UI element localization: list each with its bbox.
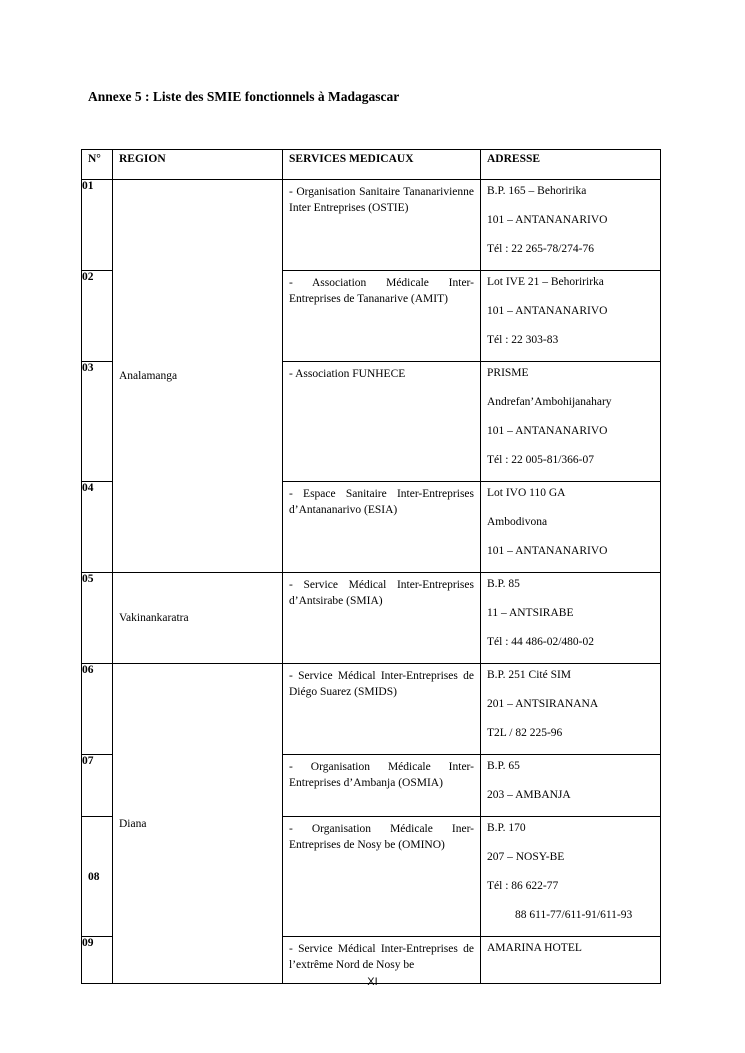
address-line: Tél : 22 303-83 xyxy=(487,334,559,346)
address-line: B.P. 165 – Behoririka xyxy=(487,185,587,197)
address-line: T2L / 82 225-96 xyxy=(487,727,563,739)
address-line: Tél : 22 005-81/366-07 xyxy=(487,454,594,466)
service-cell: - Espace Sanitaire Inter-Entreprises d’Antananarivo (ESIA) xyxy=(283,482,481,573)
header-num: N° xyxy=(82,150,113,180)
address-cell xyxy=(481,664,661,755)
region-cell: Vakinankaratra xyxy=(113,573,283,664)
address-line: PRISME xyxy=(487,367,529,379)
address-cell xyxy=(481,482,661,573)
address-line: Lot IVO 110 GA xyxy=(487,487,566,499)
address-line: 203 – AMBANJA xyxy=(487,789,571,801)
address-line: Tél : 22 265-78/274-76 xyxy=(487,243,594,255)
page-number: XI xyxy=(367,976,378,988)
service-cell: - Organisation Médicale Inter-Entreprises d’Ambanja (OSMIA) xyxy=(283,755,481,817)
service-cell: - Organisation Médicale Iner-Entreprises de Nosy be (OMINO) xyxy=(283,817,481,937)
row-number: 09 xyxy=(82,937,113,984)
address-line: 101 – ANTANANARIVO xyxy=(487,305,608,317)
address-line: 207 – NOSY-BE xyxy=(487,851,565,863)
row-number: 01 xyxy=(82,180,113,271)
service-cell: - Association FUNHECE xyxy=(283,362,481,482)
address-line: AMARINA HOTEL xyxy=(487,942,582,954)
address-cell xyxy=(481,573,661,664)
table-header-row xyxy=(82,150,661,180)
address-line: Tél : 44 486-02/480-02 xyxy=(487,636,594,648)
service-cell: - Association Médicale Inter-Entreprises de Tananarive (AMIT) xyxy=(283,271,481,362)
address-cell xyxy=(481,271,661,362)
row-number: 06 xyxy=(82,664,113,755)
region-cell: Diana xyxy=(113,664,283,984)
address-line: B.P. 85 xyxy=(487,578,520,590)
address-line: Andrefan’Ambohijanahary xyxy=(487,396,612,408)
service-cell: - Service Médical Inter-Entreprises d’Antsirabe (SMIA) xyxy=(283,573,481,664)
row-number: 08 xyxy=(82,817,113,937)
address-line: B.P. 65 xyxy=(487,760,520,772)
address-line: B.P. 170 xyxy=(487,822,526,834)
header-address: ADRESSE xyxy=(481,150,661,180)
row-number: 04 xyxy=(82,482,113,573)
address-line: B.P. 251 Cité SIM xyxy=(487,669,572,681)
address-line: Ambodivona xyxy=(487,516,548,528)
service-cell: - Service Médical Inter-Entreprises de l’extrême Nord de Nosy be xyxy=(283,937,481,984)
smie-table xyxy=(81,149,661,984)
address-line: 201 – ANTSIRANANA xyxy=(487,698,599,710)
row-number: 03 xyxy=(82,362,113,482)
service-cell: - Organisation Sanitaire Tananarivienne Inter Entreprises (OSTIE) xyxy=(283,180,481,271)
region-cell: Analamanga xyxy=(113,180,283,573)
header-region: REGION xyxy=(113,150,283,180)
row-number: 02 xyxy=(82,271,113,362)
table-row xyxy=(82,180,661,271)
header-services: SERVICES MEDICAUX xyxy=(283,150,481,180)
table-row xyxy=(82,664,661,755)
address-line: 11 – ANTSIRABE xyxy=(487,607,574,619)
address-cell xyxy=(481,362,661,482)
service-cell: - Service Médical Inter-Entreprises de Diégo Suarez (SMIDS) xyxy=(283,664,481,755)
address-cell xyxy=(481,180,661,271)
row-number: 07 xyxy=(82,755,113,817)
address-line: 88 611-77/611-91/611-93 xyxy=(515,909,633,921)
address-line: 101 – ANTANANARIVO xyxy=(487,425,608,437)
table-row xyxy=(82,573,661,664)
row-number: 05 xyxy=(82,573,113,664)
address-line: Tél : 86 622-77 xyxy=(487,880,559,892)
address-line: Lot IVE 21 – Behoririrka xyxy=(487,276,604,288)
address-cell xyxy=(481,817,661,937)
page-title: Annexe 5 : Liste des SMIE fonctionnels à Madagascar xyxy=(88,89,400,104)
address-line: 101 – ANTANANARIVO xyxy=(487,545,608,557)
address-cell xyxy=(481,755,661,817)
address-line: 101 – ANTANANARIVO xyxy=(487,214,608,226)
